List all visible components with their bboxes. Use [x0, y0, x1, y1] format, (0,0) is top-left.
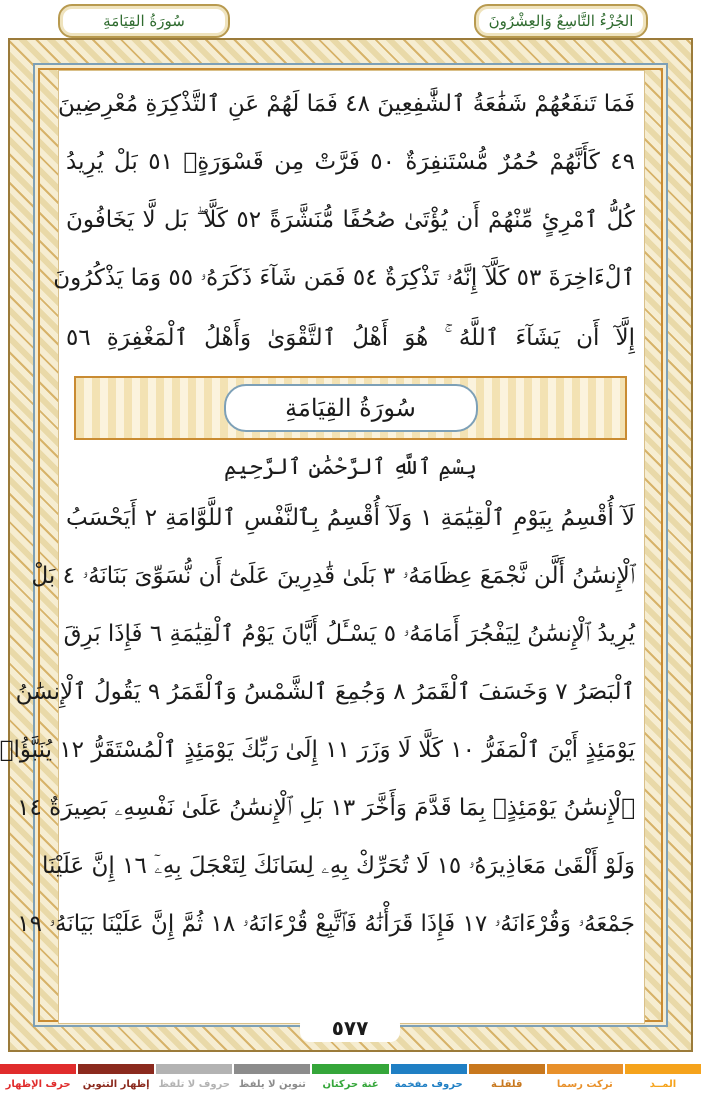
legend-label: المــد [649, 1079, 677, 1090]
legend-item [391, 1064, 467, 1101]
legend-color-bar [469, 1064, 545, 1074]
verse-line: لَآ أُقْسِمُ بِيَوْمِ ٱلْقِيَٰمَةِ ١ وَلَآ أُقْسِمُ بِٱلنَّفْسِ ٱللَّوَّامَةِ ٢ أَيَحْسَبُ [66, 505, 635, 531]
verse-line: وَلَوْ أَلْقَىٰ مَعَاذِيرَهُۥ ١٥ لَا تُحَرِّكْ بِهِۦ لِسَانَكَ لِتَعْجَلَ بِهِۦٓ ١٦ إِنَّ عَلَيْنَا [41, 853, 635, 879]
surah-name-tab [58, 4, 230, 38]
legend-color-bar [78, 1064, 154, 1074]
legend-label: حروف مفخمة [394, 1079, 463, 1090]
legend-item [625, 1064, 701, 1101]
legend-label: قلقلـة [491, 1079, 523, 1090]
legend-item [312, 1064, 388, 1101]
legend-label: تركت رسما [556, 1079, 613, 1090]
surah-name-label: سُورَةُ القِيَامَةِ [103, 12, 185, 30]
verse-line: فَمَا تَنفَعُهُمْ شَفَٰعَةُ ٱلشَّٰفِعِينَ ٤٨ فَمَا لَهُمْ عَنِ ٱلتَّذْكِرَةِ مُعْرِضِينَ [57, 91, 635, 117]
tajweed-legend [0, 1064, 701, 1101]
verse-line: إِلَّآ أَن يَشَآءَ ٱللَّهُ ۚ هُوَ أَهْلُ ٱلتَّقْوَىٰ وَأَهْلُ ٱلْمَغْفِرَةِ ٥٦ [66, 325, 635, 351]
juz-name-tab [474, 4, 648, 38]
legend-color-bar [0, 1064, 76, 1074]
legend-label: حرف الإظهار [5, 1079, 71, 1090]
verse-line: ٱلْإِنسَٰنُ أَلَّن نَّجْمَعَ عِظَامَهُۥ ٣ بَلَىٰ قَٰدِرِينَ عَلَىٰٓ أَن نُّسَوِّىَ بَنَانَهُۥ ٤ بَلْ [31, 563, 635, 589]
surah-title: سُورَةُ القِيَامَةِ [224, 384, 478, 432]
legend-item [156, 1064, 232, 1101]
legend-item [469, 1064, 545, 1101]
verse-line: ٱلْإِنسَٰنُ يَوْمَئِذٍۭ بِمَا قَدَّمَ وَأَخَّرَ ١٣ بَلِ ٱلْإِنسَٰنُ عَلَىٰ نَفْسِهِۦ بَصِيرَةٌ ١٤ [17, 795, 635, 821]
verse-line: ٤٩ كَأَنَّهُمْ حُمُرٌ مُّسْتَنفِرَةٌ ٥٠ فَرَّتْ مِن قَسْوَرَةٍۭ ٥١ بَلْ يُرِيدُ [66, 149, 635, 175]
legend-label: حروف لا تلفظ [158, 1079, 230, 1090]
juz-name-label: الجُزْءُ التَّاسِعُ وَالعِشْرُونَ [488, 12, 634, 30]
legend-color-bar [625, 1064, 701, 1074]
verse-line: جَمْعَهُۥ وَقُرْءَانَهُۥ ١٧ فَإِذَا قَرَأْنَٰهُ فَٱتَّبِعْ قُرْءَانَهُۥ ١٨ ثُمَّ إِنَّ عَلَيْنَا بَيَانَهُۥ ١٩ [17, 911, 635, 937]
basmala: بِسْمِ ٱللَّهِ ٱلرَّحْمَٰنِ ٱلرَّحِيمِ [223, 455, 477, 480]
legend-color-bar [391, 1064, 467, 1074]
surah-title-banner [74, 376, 627, 440]
legend-item [0, 1064, 76, 1101]
verse-line: ٱلْبَصَرُ ٧ وَخَسَفَ ٱلْقَمَرُ ٨ وَجُمِعَ ٱلشَّمْسُ وَٱلْقَمَرُ ٩ يَقُولُ ٱلْإِنسَٰنُ [15, 679, 635, 705]
legend-color-bar [156, 1064, 232, 1074]
verse-line: يُرِيدُ ٱلْإِنسَٰنُ لِيَفْجُرَ أَمَامَهُۥ ٥ يَسْـَٔلُ أَيَّانَ يَوْمُ ٱلْقِيَٰمَةِ ٦ فَإِذَا بَرِقَ [63, 621, 635, 647]
verse-line: ٱلْءَاخِرَةَ ٥٣ كَلَّآ إِنَّهُۥ تَذْكِرَةٌ ٥٤ فَمَن شَآءَ ذَكَرَهُۥ ٥٥ وَمَا يَذْكُرُونَ [53, 265, 635, 291]
legend-label: إظهار التنوين [82, 1079, 150, 1090]
legend-color-bar [547, 1064, 623, 1074]
legend-color-bar [312, 1064, 388, 1074]
legend-item [78, 1064, 154, 1101]
verse-line: كُلُّ ٱمْرِئٍ مِّنْهُمْ أَن يُؤْتَىٰ صُحُفًا مُّنَشَّرَةً ٥٢ كَلَّا ۖ بَل لَّا يَخَافُونَ [66, 207, 635, 233]
legend-label: غنة حركتان [322, 1079, 379, 1090]
legend-item [234, 1064, 310, 1101]
legend-label: تنوين لا يلفظ [238, 1079, 306, 1090]
page-number: ٥٧٧ [300, 1014, 400, 1042]
verse-line: يَوْمَئِذٍ أَيْنَ ٱلْمَفَرُّ ١٠ كَلَّا لَا وَزَرَ ١١ إِلَىٰ رَبِّكَ يَوْمَئِذٍ ٱلْمُسْتَقَرُّ ١٢ يُنَبَّؤُا۟ [0, 737, 635, 763]
legend-item [547, 1064, 623, 1101]
legend-color-bar [234, 1064, 310, 1074]
